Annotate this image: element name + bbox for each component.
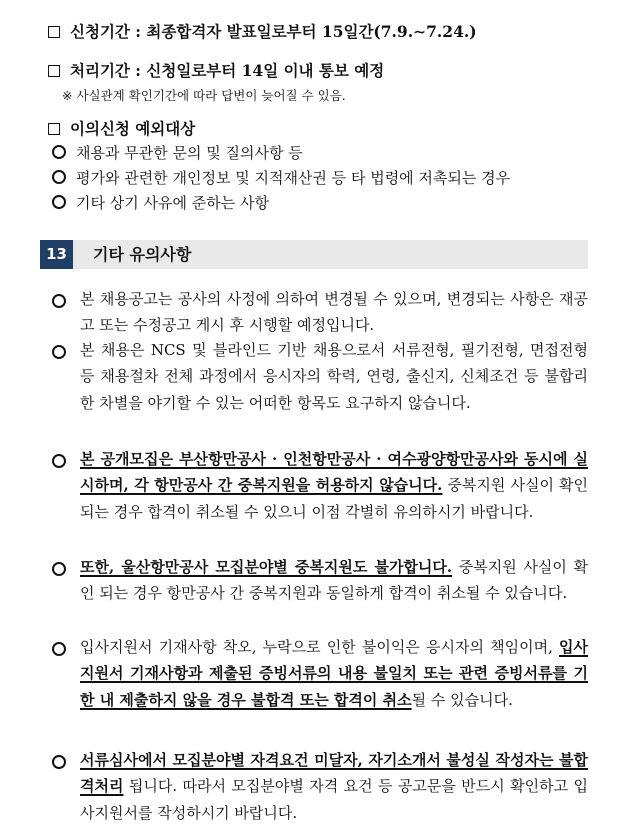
circle-bullet-icon: [52, 642, 66, 656]
section-title: 기타 유의사항: [93, 245, 192, 264]
processing-period: [48, 59, 384, 81]
section-number: 13: [40, 240, 73, 269]
exclusions-heading: [48, 117, 195, 139]
processing-period-text: 처리기간 : 신청일로부터 14일 이내 통보 예정: [70, 61, 385, 80]
emphasis-text: 또한, 울산항만공사 모집분야별 중복지원도 불가합니다.: [80, 558, 453, 576]
notice-item: 또한, 울산항만공사 모집분야별 중복지원도 불가합니다. 중복지원 사실이 확인 되는 경우 항만공사 간 중복지원과 동일하게 합격이 취소될 수 있습니다.: [52, 554, 588, 607]
circle-bullet-icon: [52, 454, 66, 468]
circle-bullet-icon: [52, 562, 66, 576]
notice-item: 입사지원서 기재사항 착오, 누락으로 인한 불이익은 응시자의 책임이며, 입사지원서 기재사항과 제출된 증빙서류의 내용 불일치 또는 관련 증빙서류를 기한 내 제출하지 않을 경우 불합격 또는 합격이 취소될 수 있습니다.: [52, 634, 588, 713]
emphasis-text: 서류심사에서 모집분야별 자격요건 미달자, 자기소개서 불성실 작성자는 불합격처리: [80, 751, 588, 796]
notice-item: 본 채용공고는 공사의 사정에 의하여 변경될 수 있으며, 변경되는 사항은 재공고 또는 수정공고 게시 후 시행할 예정입니다.: [52, 286, 588, 339]
circle-bullet-icon: [52, 145, 66, 159]
exclusion-item: 기타 상기 사유에 준하는 사항: [52, 192, 269, 213]
exclusion-item: 평가와 관련한 개인정보 및 지적재산권 등 타 법령에 저촉되는 경우: [52, 167, 510, 188]
emphasis-text: 입사지원서 기재사항과 제출된 증빙서류의 내용 불일치 또는 관련 증빙서류를 기한 내 제출하지 않을 경우 불합격 또는 합격이 취소: [80, 638, 588, 709]
notice-item: 서류심사에서 모집분야별 자격요건 미달자, 자기소개서 불성실 작성자는 불합격처리 됩니다. 따라서 모집분야별 자격 요건 등 공고문을 반드시 확인하고 입사지원서를 작성하시기 바랍니다.: [52, 747, 588, 826]
notice-item: 본 공개모집은 부산항만공사 · 인천항만공사 · 여수광양항만공사와 동시에 실시하며, 각 항만공사 간 중복지원을 허용하지 않습니다. 중복지원 사실이 확인되는 경우 합격이 취소될 수 있으니 이점 각별히 유의하시기 바랍니다.: [52, 446, 588, 525]
circle-bullet-icon: [52, 170, 66, 184]
square-bullet-icon: [48, 26, 60, 38]
circle-bullet-icon: [52, 195, 66, 209]
emphasis-text: 본 공개모집은 부산항만공사 · 인천항만공사 · 여수광양항만공사와 동시에 실시하며, 각 항만공사 간 중복지원을 허용하지 않습니다.: [80, 450, 588, 495]
exclusions-title: 이의신청 예외대상: [70, 119, 196, 138]
circle-bullet-icon: [52, 294, 66, 308]
circle-bullet-icon: [52, 755, 66, 769]
application-period: [48, 20, 477, 42]
application-period-text: 신청기간 : 최종합격자 발표일로부터 15일간(7.9.∼7.24.): [70, 22, 477, 41]
processing-note: ※ 사실관계 확인기간에 따라 답변이 늦어질 수 있음.: [62, 88, 346, 103]
square-bullet-icon: [48, 123, 60, 135]
notice-item: 본 채용은 NCS 및 블라인드 기반 채용으로서 서류전형, 필기전형, 면접전형 등 채용절차 전체 과정에서 응시자의 학력, 연령, 출신지, 신체조건 등 불합리한 차별을 야기할 수 있는 어떠한 항목도 요구하지 않습니다.: [52, 337, 588, 416]
square-bullet-icon: [48, 65, 60, 77]
circle-bullet-icon: [52, 345, 66, 359]
exclusion-item: 채용과 무관한 문의 및 질의사항 등: [52, 142, 303, 163]
section-header: [40, 240, 588, 269]
